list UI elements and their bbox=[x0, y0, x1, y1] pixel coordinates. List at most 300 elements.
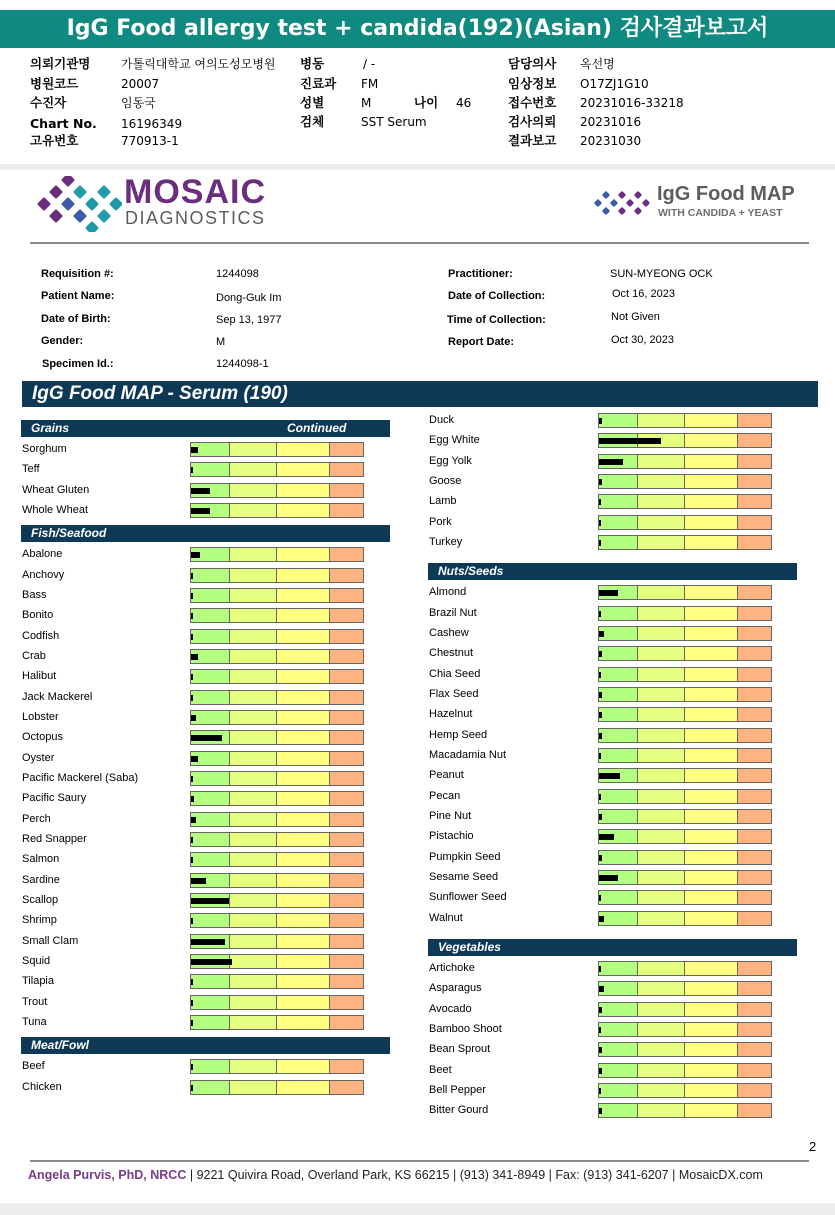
hospital-code-label: 병원코드 bbox=[30, 76, 79, 91]
food-name: Oyster bbox=[22, 751, 55, 764]
level-marker bbox=[599, 631, 604, 637]
specimen-kr-label: 검체 bbox=[300, 114, 325, 129]
logo-diamond bbox=[634, 207, 642, 215]
food-row bbox=[429, 432, 774, 449]
logo-diamond bbox=[85, 221, 99, 232]
logo-diamond bbox=[49, 185, 63, 199]
bar-divider bbox=[684, 810, 685, 823]
age-label: 나이 bbox=[414, 95, 439, 110]
bar-divider bbox=[276, 504, 277, 517]
bar-divider bbox=[637, 912, 638, 925]
bar-divider bbox=[737, 688, 738, 701]
bar-divider bbox=[737, 1084, 738, 1097]
section-title: Grains bbox=[31, 421, 70, 435]
result-bar bbox=[190, 954, 364, 969]
bar-divider bbox=[329, 691, 330, 704]
food-name: Cashew bbox=[429, 626, 469, 639]
bar-divider bbox=[684, 1064, 685, 1077]
bar-divider bbox=[684, 668, 685, 681]
food-name: Brazil Nut bbox=[429, 606, 477, 619]
bar-divider bbox=[229, 650, 230, 663]
patient-kr-value: 임동국 bbox=[121, 96, 156, 110]
bar-divider bbox=[276, 874, 277, 887]
bar-divider bbox=[229, 874, 230, 887]
food-name: Asparagus bbox=[429, 982, 482, 995]
footer-name: Angela Purvis, PhD, NRCC bbox=[28, 1168, 187, 1182]
section-title: Nuts/Seeds bbox=[438, 564, 504, 579]
bar-divider bbox=[737, 891, 738, 904]
mosaic-logo bbox=[32, 173, 282, 232]
food-row bbox=[429, 1082, 774, 1099]
logo-diamond bbox=[610, 199, 618, 207]
bar-divider bbox=[329, 853, 330, 866]
result-bar bbox=[190, 1015, 364, 1030]
logo-diamond bbox=[634, 191, 642, 199]
level-marker bbox=[599, 651, 602, 657]
bar-divider bbox=[276, 443, 277, 456]
bar-divider bbox=[737, 536, 738, 549]
result-bar bbox=[190, 588, 364, 603]
bar-divider bbox=[276, 772, 277, 785]
bar-divider bbox=[737, 607, 738, 620]
level-marker bbox=[191, 878, 206, 884]
bar-divider bbox=[276, 463, 277, 476]
dept-value: FM bbox=[361, 77, 379, 91]
result-bar bbox=[598, 870, 772, 885]
continued-label: Continued bbox=[287, 421, 347, 435]
sex-value: M bbox=[361, 96, 372, 110]
logo-diamond bbox=[618, 207, 626, 215]
unique-label: 고유번호 bbox=[30, 133, 79, 148]
bar-divider bbox=[737, 851, 738, 864]
food-name: Beef bbox=[22, 1060, 45, 1073]
bar-divider bbox=[684, 607, 685, 620]
level-marker bbox=[191, 593, 193, 599]
food-name: Walnut bbox=[429, 911, 463, 924]
bar-divider bbox=[329, 874, 330, 887]
bar-divider bbox=[276, 853, 277, 866]
level-marker bbox=[599, 773, 620, 779]
food-name: Artichoke bbox=[429, 961, 475, 974]
gender-label: Gender: bbox=[41, 335, 84, 347]
result-bar bbox=[190, 690, 364, 705]
bar-divider bbox=[637, 962, 638, 975]
food-row bbox=[22, 750, 367, 767]
level-marker bbox=[191, 573, 193, 579]
sex-label: 성별 bbox=[300, 95, 325, 110]
result-bar bbox=[598, 687, 772, 702]
result-bar bbox=[598, 1002, 772, 1017]
page-number: 2 bbox=[809, 1139, 817, 1154]
food-row bbox=[22, 953, 367, 970]
bar-divider bbox=[637, 810, 638, 823]
bar-divider bbox=[329, 731, 330, 744]
doctor-value: 옥선명 bbox=[580, 57, 615, 71]
food-name: Pork bbox=[429, 515, 452, 528]
food-row bbox=[22, 811, 367, 828]
result-bar bbox=[190, 974, 364, 989]
header-separator bbox=[0, 164, 835, 170]
food-row bbox=[429, 767, 774, 784]
result-bar bbox=[190, 812, 364, 827]
result-bar bbox=[598, 667, 772, 682]
food-row bbox=[429, 960, 774, 977]
level-marker bbox=[599, 672, 601, 678]
food-name: Duck bbox=[429, 414, 455, 426]
level-marker bbox=[191, 1000, 193, 1006]
food-name: Pecan bbox=[429, 789, 461, 802]
result-bar bbox=[598, 646, 772, 661]
food-name: Small Clam bbox=[22, 934, 79, 947]
level-marker bbox=[599, 1047, 602, 1053]
bar-divider bbox=[229, 569, 230, 582]
level-marker bbox=[191, 613, 193, 619]
bar-divider bbox=[737, 586, 738, 599]
food-name: Abalone bbox=[22, 548, 63, 561]
ward-value: / - bbox=[363, 57, 376, 71]
bar-divider bbox=[637, 495, 638, 508]
report-date-label: Report Date: bbox=[448, 336, 515, 348]
food-row bbox=[22, 689, 367, 706]
result-bar bbox=[598, 1103, 772, 1118]
bar-divider bbox=[684, 830, 685, 843]
bar-divider bbox=[637, 475, 638, 488]
result-bar bbox=[190, 852, 364, 867]
food-row bbox=[429, 686, 774, 703]
bar-divider bbox=[276, 935, 277, 948]
bar-divider bbox=[276, 1081, 277, 1094]
food-row bbox=[22, 1079, 367, 1096]
level-marker bbox=[191, 979, 193, 985]
food-name: Squid bbox=[22, 954, 51, 967]
food-row bbox=[429, 584, 774, 601]
bar-divider bbox=[329, 894, 330, 907]
bar-divider bbox=[637, 455, 638, 468]
bar-divider bbox=[229, 609, 230, 622]
result-bar bbox=[598, 585, 772, 600]
bar-divider bbox=[229, 443, 230, 456]
bar-divider bbox=[737, 1064, 738, 1077]
patient-name-label: Patient Name: bbox=[41, 290, 115, 302]
divider bbox=[30, 242, 809, 244]
food-name: Red Snapper bbox=[22, 832, 87, 845]
level-marker bbox=[599, 499, 601, 505]
level-marker bbox=[599, 794, 601, 800]
food-name: Jack Mackerel bbox=[22, 690, 93, 703]
level-marker bbox=[191, 857, 193, 863]
bar-divider bbox=[276, 711, 277, 724]
korean-header bbox=[0, 50, 835, 164]
level-marker bbox=[191, 1085, 193, 1091]
bar-divider bbox=[737, 830, 738, 843]
logo-diamond bbox=[61, 197, 75, 211]
bar-divider bbox=[229, 813, 230, 826]
result-bar bbox=[190, 751, 364, 766]
food-row bbox=[22, 482, 367, 499]
result-bar bbox=[190, 649, 364, 664]
level-marker bbox=[191, 796, 194, 802]
bar-divider bbox=[684, 1043, 685, 1056]
bar-divider bbox=[737, 516, 738, 529]
result-bar bbox=[190, 995, 364, 1010]
food-row bbox=[429, 625, 774, 642]
bottom-band bbox=[0, 1203, 835, 1215]
food-row bbox=[22, 933, 367, 950]
food-name: Bass bbox=[22, 588, 47, 601]
result-bar bbox=[598, 911, 772, 926]
food-row bbox=[22, 770, 367, 787]
level-marker bbox=[599, 479, 602, 485]
bar-divider bbox=[229, 589, 230, 602]
food-name: Sunflower Seed bbox=[429, 891, 507, 904]
food-name: Bean Sprout bbox=[429, 1043, 491, 1056]
bar-divider bbox=[276, 609, 277, 622]
result-bar bbox=[190, 893, 364, 908]
bar-divider bbox=[329, 609, 330, 622]
bar-divider bbox=[276, 1060, 277, 1073]
food-row bbox=[429, 828, 774, 845]
result-bar bbox=[598, 1083, 772, 1098]
bar-divider bbox=[229, 463, 230, 476]
food-row bbox=[429, 493, 774, 510]
result-bar bbox=[190, 730, 364, 745]
bar-divider bbox=[737, 495, 738, 508]
bar-divider bbox=[329, 752, 330, 765]
level-marker bbox=[191, 508, 210, 514]
logo-diamond bbox=[602, 191, 610, 199]
bar-divider bbox=[637, 1064, 638, 1077]
bar-divider bbox=[684, 708, 685, 721]
level-marker bbox=[191, 488, 210, 494]
bar-divider bbox=[329, 975, 330, 988]
bar-divider bbox=[684, 495, 685, 508]
bar-divider bbox=[684, 749, 685, 762]
food-row bbox=[22, 546, 367, 563]
bar-divider bbox=[229, 1081, 230, 1094]
bar-divider bbox=[684, 729, 685, 742]
report-date-value: Oct 30, 2023 bbox=[611, 334, 674, 346]
bar-divider bbox=[737, 769, 738, 782]
result-bar bbox=[598, 768, 772, 783]
institution-value: 가톨릭대학교 여의도성모병원 bbox=[121, 57, 276, 71]
bar-divider bbox=[684, 455, 685, 468]
bar-divider bbox=[229, 853, 230, 866]
bar-divider bbox=[684, 769, 685, 782]
level-marker bbox=[599, 855, 602, 861]
clinical-value: O17ZJ1G10 bbox=[580, 77, 649, 91]
bar-divider bbox=[637, 668, 638, 681]
food-name: Bamboo Shoot bbox=[429, 1022, 502, 1035]
level-marker bbox=[599, 834, 614, 840]
result-bar bbox=[598, 961, 772, 976]
food-name: Pistachio bbox=[429, 830, 474, 843]
bar-divider bbox=[737, 749, 738, 762]
result-bar bbox=[190, 442, 364, 457]
food-name: Pacific Saury bbox=[22, 792, 87, 805]
bar-divider bbox=[684, 1084, 685, 1097]
section-header bbox=[21, 525, 390, 542]
bar-divider bbox=[329, 484, 330, 497]
food-name: Pumpkin Seed bbox=[429, 850, 501, 863]
bar-divider bbox=[229, 670, 230, 683]
result-bar bbox=[190, 483, 364, 498]
food-name: Sorghum bbox=[22, 443, 67, 455]
food-row bbox=[429, 869, 774, 886]
logo-diamond bbox=[626, 199, 634, 207]
bar-divider bbox=[684, 1104, 685, 1117]
bar-divider bbox=[637, 536, 638, 549]
specimen-id-label: Specimen Id.: bbox=[42, 358, 114, 370]
food-row bbox=[429, 808, 774, 825]
result-bar bbox=[190, 832, 364, 847]
bar-divider bbox=[329, 548, 330, 561]
bar-divider bbox=[637, 790, 638, 803]
food-row bbox=[429, 473, 774, 490]
igg-food-map-logo bbox=[592, 183, 807, 223]
bar-divider bbox=[229, 1060, 230, 1073]
bar-divider bbox=[637, 871, 638, 884]
bar-divider bbox=[637, 769, 638, 782]
food-name: Egg Yolk bbox=[429, 454, 472, 467]
food-row bbox=[22, 994, 367, 1011]
bar-divider bbox=[276, 752, 277, 765]
bar-divider bbox=[229, 691, 230, 704]
logo-diamond bbox=[642, 199, 650, 207]
logo-diamond bbox=[602, 207, 610, 215]
food-name: Chestnut bbox=[429, 647, 474, 660]
mosaic-wordmark: MOSAIC bbox=[124, 173, 266, 211]
level-marker bbox=[599, 1007, 602, 1013]
food-row bbox=[429, 1102, 774, 1119]
bar-divider bbox=[637, 414, 638, 427]
level-marker bbox=[191, 634, 193, 640]
logo-diamond bbox=[97, 209, 111, 223]
food-name: Lobster bbox=[22, 710, 59, 723]
report-value: 20231030 bbox=[580, 134, 642, 148]
food-name: Goose bbox=[429, 474, 462, 487]
bar-divider bbox=[329, 1081, 330, 1094]
bar-divider bbox=[229, 630, 230, 643]
level-marker bbox=[599, 875, 618, 881]
food-name: Hazelnut bbox=[429, 708, 473, 721]
food-name: Bitter Gourd bbox=[429, 1104, 489, 1117]
bar-divider bbox=[229, 935, 230, 948]
logo-diamond bbox=[618, 191, 626, 199]
requisition-label: Requisition #: bbox=[41, 268, 114, 280]
food-name: Pacific Mackerel (Saba) bbox=[22, 771, 139, 784]
bar-divider bbox=[229, 752, 230, 765]
igg-diamonds-icon bbox=[592, 185, 654, 221]
food-row bbox=[22, 628, 367, 645]
food-row bbox=[22, 1058, 367, 1075]
logo-diamond bbox=[73, 209, 87, 223]
bar-divider bbox=[329, 955, 330, 968]
bar-divider bbox=[229, 894, 230, 907]
bar-divider bbox=[637, 851, 638, 864]
bar-divider bbox=[329, 670, 330, 683]
result-bar bbox=[190, 608, 364, 623]
result-bar bbox=[598, 494, 772, 509]
result-bar bbox=[190, 568, 364, 583]
food-row bbox=[429, 849, 774, 866]
bar-divider bbox=[329, 589, 330, 602]
result-bar bbox=[190, 629, 364, 644]
food-row bbox=[429, 1021, 774, 1038]
food-row bbox=[22, 567, 367, 584]
section-header bbox=[428, 563, 797, 580]
bar-divider bbox=[276, 548, 277, 561]
level-marker bbox=[191, 898, 229, 904]
bar-divider bbox=[229, 731, 230, 744]
bar-divider bbox=[329, 630, 330, 643]
food-row bbox=[22, 502, 367, 519]
bar-divider bbox=[684, 475, 685, 488]
result-bar bbox=[598, 454, 772, 469]
level-marker bbox=[599, 1088, 601, 1094]
level-marker bbox=[191, 695, 193, 701]
logo-diamond bbox=[73, 185, 87, 199]
food-row bbox=[22, 912, 367, 929]
food-row bbox=[429, 1062, 774, 1079]
requisition-value: 1244098 bbox=[216, 268, 259, 280]
level-marker bbox=[191, 837, 193, 843]
candida-wordmark: WITH CANDIDA + YEAST bbox=[658, 207, 783, 219]
food-row bbox=[22, 607, 367, 624]
food-row bbox=[22, 851, 367, 868]
food-name: Lamb bbox=[429, 495, 457, 508]
food-row bbox=[22, 790, 367, 807]
bar-divider bbox=[737, 1023, 738, 1036]
bar-divider bbox=[276, 569, 277, 582]
level-marker bbox=[191, 939, 225, 945]
result-bar bbox=[190, 1080, 364, 1095]
bar-divider bbox=[737, 647, 738, 660]
result-bar bbox=[598, 789, 772, 804]
bar-divider bbox=[637, 607, 638, 620]
bar-divider bbox=[229, 833, 230, 846]
bar-divider bbox=[684, 790, 685, 803]
logo-diamond bbox=[85, 197, 99, 211]
bar-divider bbox=[229, 792, 230, 805]
chart-label: Chart No. bbox=[30, 116, 97, 131]
logo-diamond bbox=[61, 176, 75, 187]
level-marker bbox=[599, 520, 601, 526]
food-row bbox=[22, 441, 367, 458]
level-marker bbox=[599, 438, 661, 444]
food-row bbox=[22, 831, 367, 848]
bar-divider bbox=[229, 914, 230, 927]
bar-divider bbox=[637, 1104, 638, 1117]
bar-divider bbox=[737, 871, 738, 884]
unique-value: 770913-1 bbox=[121, 134, 179, 148]
level-marker bbox=[599, 916, 604, 922]
food-name: Trout bbox=[22, 995, 48, 1008]
level-marker bbox=[599, 540, 601, 546]
level-marker bbox=[191, 467, 193, 473]
bar-divider bbox=[637, 627, 638, 640]
bar-divider bbox=[276, 996, 277, 1009]
level-marker bbox=[191, 654, 198, 660]
result-bar bbox=[598, 890, 772, 905]
level-marker bbox=[191, 817, 196, 823]
food-name: Pine Nut bbox=[429, 809, 472, 822]
food-name: Sesame Seed bbox=[429, 870, 499, 883]
bar-divider bbox=[329, 1016, 330, 1029]
bar-divider bbox=[737, 1003, 738, 1016]
food-row bbox=[429, 706, 774, 723]
level-marker bbox=[191, 776, 193, 782]
bar-divider bbox=[684, 516, 685, 529]
